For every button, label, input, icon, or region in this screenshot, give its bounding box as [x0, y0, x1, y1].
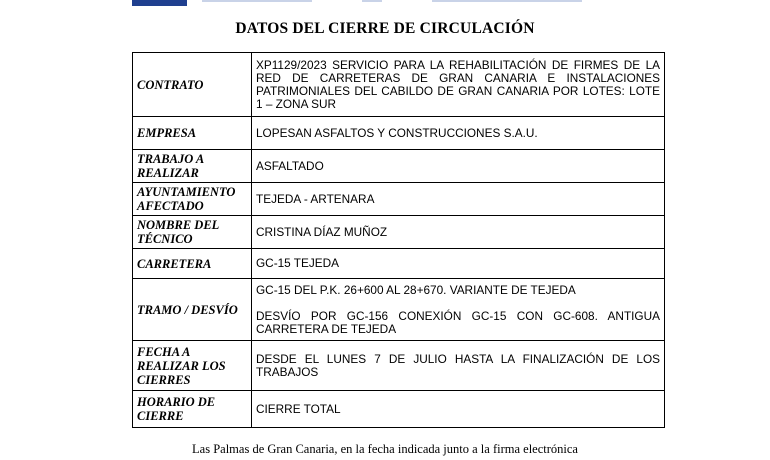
row-value-carretera: GC-15 TEJEDA — [252, 249, 665, 279]
row-label-tecnico: NOMBRE DEL TÉCNICO — [133, 216, 252, 249]
row-value-ayuntamiento: TEJEDA - ARTENARA — [252, 183, 665, 216]
row-label-fecha: FECHA A REALIZAR LOS CIERRES — [133, 341, 252, 391]
row-label-ayuntamiento: AYUNTAMIENTO AFECTADO — [133, 183, 252, 216]
header-logo-block — [132, 0, 187, 6]
table-row — [133, 53, 665, 117]
closure-data-table — [132, 52, 665, 428]
row-label-tramo: TRAMO / DESVÍO — [133, 279, 252, 341]
tramo-text: GC-15 DEL P.K. 26+600 AL 28+670. VARIANTE DE TEJEDA — [256, 282, 576, 297]
row-value-tecnico: CRISTINA DÍAZ MUÑOZ — [252, 216, 665, 249]
row-value-horario: CIERRE TOTAL — [252, 391, 665, 428]
footer-signature-note: Las Palmas de Gran Canaria, en la fecha indicada junto a la firma electrónica — [192, 442, 578, 456]
document-title: DATOS DEL CIERRE DE CIRCULACIÓN — [235, 20, 535, 37]
row-label-empresa: EMPRESA — [133, 117, 252, 150]
table-row — [133, 216, 665, 249]
row-label-carretera: CARRETERA — [133, 249, 252, 279]
table-row — [133, 183, 665, 216]
table-row — [133, 117, 665, 150]
table-row — [133, 150, 665, 183]
row-value-trabajo: ASFALTADO — [252, 150, 665, 183]
header-line — [432, 0, 582, 2]
row-value-tramo — [252, 279, 665, 341]
row-value-fecha: DESDE EL LUNES 7 DE JULIO HASTA LA FINALIZACIÓN DE LOS TRABAJOS — [252, 341, 665, 391]
header-line — [202, 0, 312, 2]
row-label-trabajo: TRABAJO A REALIZAR — [133, 150, 252, 183]
header-bar — [132, 0, 584, 6]
spacer — [256, 297, 660, 310]
row-value-empresa: LOPESAN ASFALTOS Y CONSTRUCCIONES S.A.U. — [252, 117, 665, 150]
row-value-contrato: XP1129/2023 SERVICIO PARA LA REHABILITACIÓN DE FIRMES DE LA RED DE CARRETERAS DE GRAN CANARIA E INSTALACIONES PATRIMONIALES DEL CABILDO DE GRAN CANARIA POR LOTES: LOTE 1 – ZONA SUR — [252, 53, 665, 117]
table-row — [133, 279, 665, 341]
desvio-text: DESVÍO POR GC-156 CONEXIÓN GC-15 CON GC-608. ANTIGUA CARRETERA DE TEJEDA — [256, 308, 660, 336]
row-label-horario: HORARIO DE CIERRE — [133, 391, 252, 428]
row-label-contrato: CONTRATO — [133, 53, 252, 117]
table-row — [133, 249, 665, 279]
header-line — [362, 0, 382, 2]
table-row — [133, 391, 665, 428]
table-row — [133, 341, 665, 391]
